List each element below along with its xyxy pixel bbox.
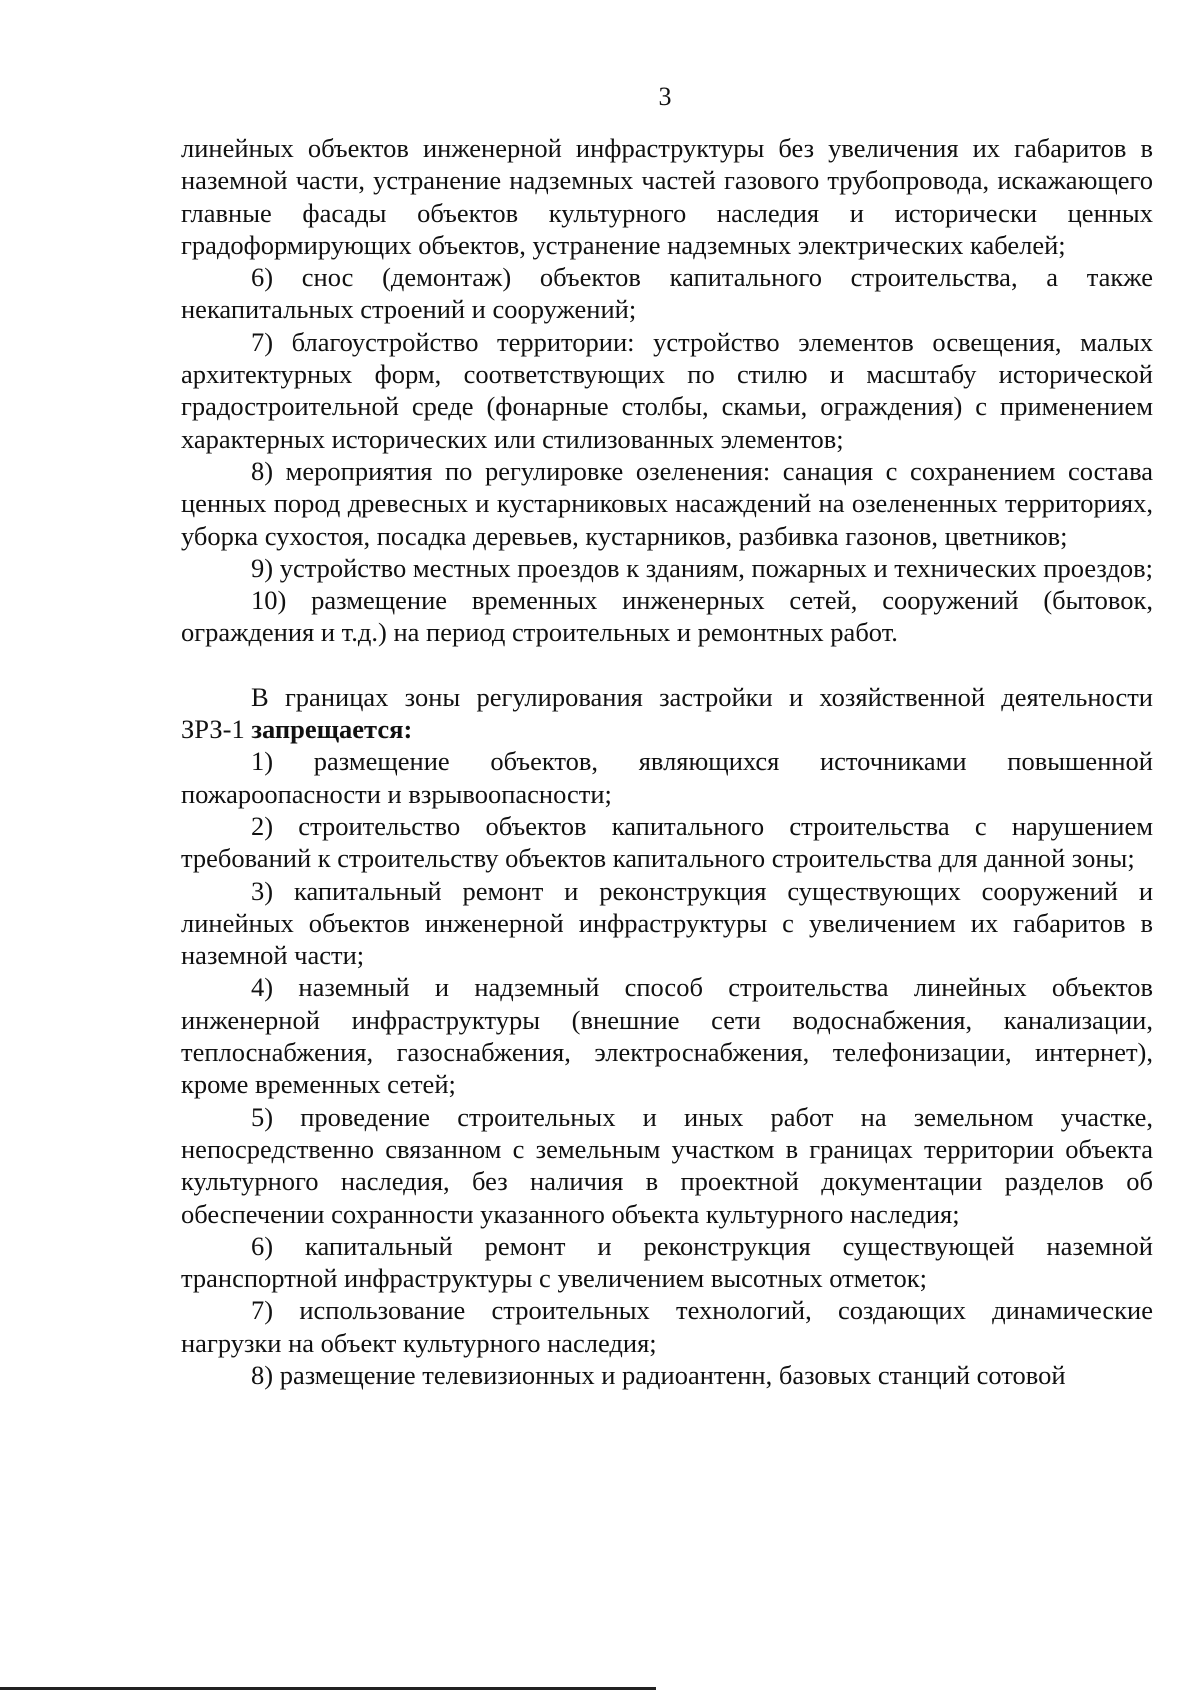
list-item: 5) проведение строительных и иных работ на земельном участке, непосредственно связанном с земельным участком в границах территории объекта культурного наследия, без наличия в проектной документации разделов об обеспечении сохранности указанного объекта культурного наследия; — [181, 1101, 1153, 1229]
list-item: 10) размещение временных инженерных сетей, сооружений (бытовок, ограждения и т.д.) на период строительных и ремонтных работ. — [181, 585, 1153, 648]
list-item: 8) мероприятия по регулировке озеленения: санация с сохранением состава ценных пород древесных и кустарниковых насаждений на озелененных территориях, уборка сухостоя, посадка деревьев, кустарников, разбивка газонов, цветников; — [181, 455, 1153, 551]
list-item: 7) благоустройство территории: устройство элементов освещения, малых архитектурных форм, соответствующих по стилю и масштабу исторической градостроительной среде (фонарные столбы, скамьи, ограждения) с применением характерных исторических или стилизованных элементов; — [181, 326, 1153, 454]
list-item: 6) снос (демонтаж) объектов капитального строительства, а также некапитальных строений и сооружений; — [181, 262, 1153, 325]
page-number: 3 — [658, 82, 672, 111]
list-item: 4) наземный и надземный способ строительства линейных объектов инженерной инфраструктуры (внешние сети водоснабжения, канализации, теплоснабжения, газоснабжения, электроснабжения, телефонизации, интернет), кроме временных сетей; — [181, 972, 1153, 1100]
bottom-rule-line — [0, 1687, 656, 1690]
document-body — [181, 132, 1153, 1391]
list-item: 3) капитальный ремонт и реконструкция существующих сооружений и линейных объектов инженерной инфраструктуры с увеличением их габаритов в наземной части; — [181, 875, 1153, 971]
list-item: 6) капитальный ремонт и реконструкция существующей наземной транспортной инфраструктуры с увеличением высотных отметок; — [181, 1230, 1153, 1294]
list-item: 7) использование строительных технологий, создающих динамические нагрузки на объект культурного наследия; — [181, 1295, 1153, 1358]
list-item: 9) устройство местных проездов к зданиям, пожарных и технических проездов; — [251, 552, 1153, 583]
zone-intro-text: В границах зоны регулирования застройки и хозяйственной деятельности ЗРЗ-1 — [181, 681, 1153, 745]
list-item: 8) размещение телевизионных и радиоантенн, базовых станций сотовой — [251, 1359, 1066, 1390]
zone-intro-paragraph — [181, 681, 1153, 746]
list-item: 2) строительство объектов капитального строительства с нарушением требований к строительству объектов капитального строительства для данной зоны; — [181, 810, 1153, 874]
list-item: 1) размещение объектов, являющихся источниками повышенной пожароопасности и взрывоопасности; — [181, 746, 1153, 809]
paragraph-continuation: линейных объектов инженерной инфраструктуры без увеличения их габаритов в наземной части, устранение надземных частей газового трубопровода, искажающего главные фасады объектов культурного наследия и исторически ценных градоформирующих объектов, устранение надземных электрических кабелей; — [181, 133, 1153, 260]
zone-intro-prohibited-label: запрещается: — [251, 714, 413, 745]
